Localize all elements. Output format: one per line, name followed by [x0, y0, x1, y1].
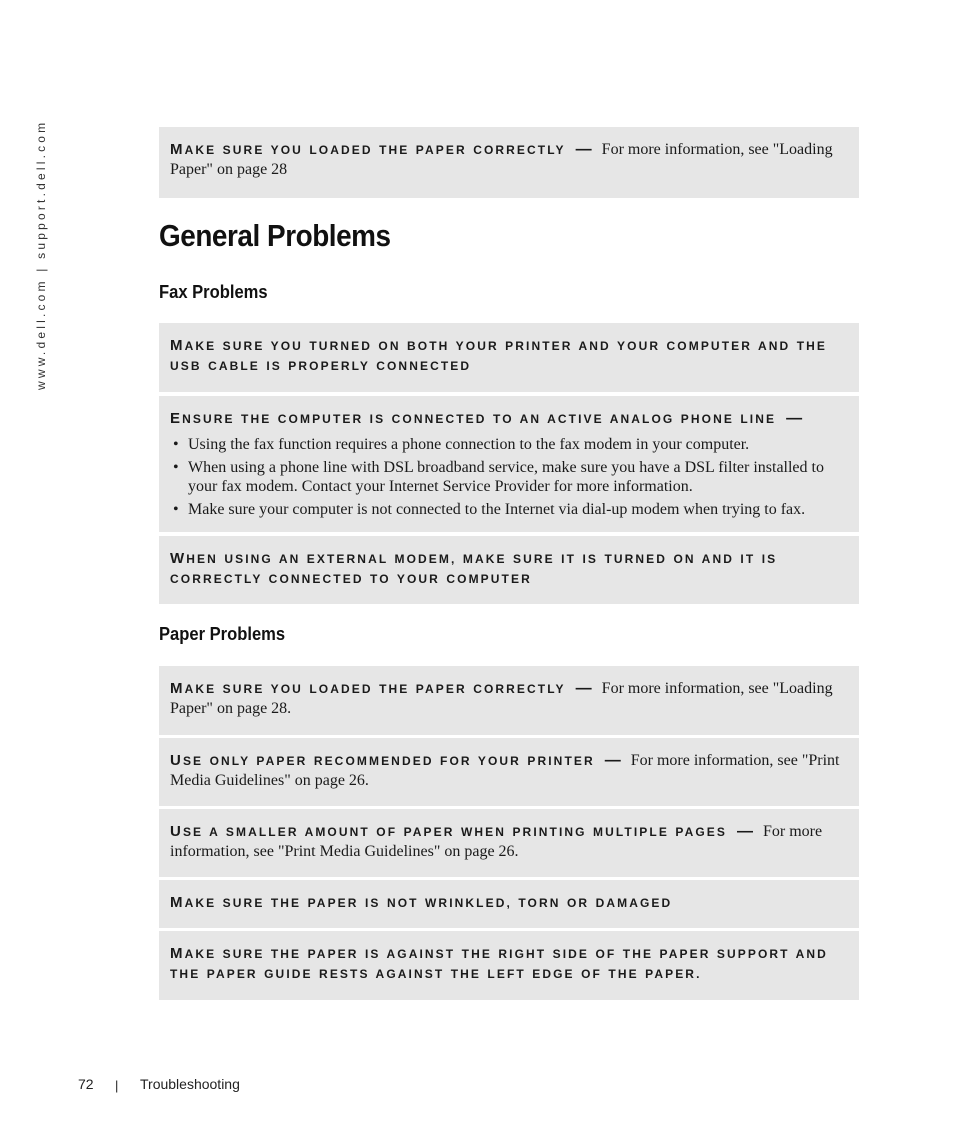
tip-box-paper-guide — [159, 931, 859, 1000]
tip-lead: MAKE SURE YOU LOADED THE PAPER CORRECTLY — [170, 141, 566, 158]
tip-lead: USE A SMALLER AMOUNT OF PAPER WHEN PRINTING MULTIPLE PAGES — [170, 823, 727, 840]
tip-lead: USE ONLY PAPER RECOMMENDED FOR YOUR PRINTER — [170, 752, 595, 769]
tip-text: For more information, see "Print Media Guidelines" on page 26. — [170, 752, 840, 789]
page-title: General Problems — [159, 218, 391, 253]
tip-box-recommended-paper — [159, 738, 859, 806]
tip-box-printer-usb — [159, 323, 859, 392]
page-footer — [78, 1076, 240, 1093]
tip-text: For more information, see "Loading Paper" on page 28. — [170, 680, 833, 717]
tip-lead: ENSURE THE COMPUTER IS CONNECTED TO AN ACTIVE ANALOG PHONE LINE — [170, 410, 777, 427]
tip-box-external-modem — [159, 536, 859, 604]
tip-box-smaller-amount — [159, 809, 859, 877]
tip-lead: MAKE SURE THE PAPER IS AGAINST THE RIGHT SIDE OF THE PAPER SUPPORT AND THE PAPER GUIDE RESTS AGAINST THE LEFT EDGE OF THE PAPER. — [170, 945, 828, 981]
bullet-list — [170, 435, 847, 519]
tip-lead: MAKE SURE THE PAPER IS NOT WRINKLED, TORN OR DAMAGED — [170, 894, 673, 911]
list-item: • When using a phone line with DSL broadband service, make sure you have a DSL filter installed to your fax modem. Contact your Internet Service Provider for more information. — [188, 458, 847, 496]
em-dash: — — [786, 410, 803, 427]
tip-box-loading-paper — [159, 127, 859, 198]
footer-separator: | — [115, 1078, 119, 1093]
tip-box-not-wrinkled — [159, 880, 859, 928]
tip-lead: MAKE SURE YOU TURNED ON BOTH YOUR PRINTER AND YOUR COMPUTER AND THE USB CABLE IS PROPERLY CONNECTED — [170, 337, 828, 373]
tip-box-analog-line — [159, 396, 859, 532]
side-url: www.dell.com | support.dell.com — [34, 119, 48, 390]
list-item: • Make sure your computer is not connected to the Internet via dial-up modem when trying to fax. — [188, 500, 847, 519]
em-dash: — — [575, 680, 592, 697]
tip-lead: MAKE SURE YOU LOADED THE PAPER CORRECTLY — [170, 680, 566, 697]
tip-text: For more information, see "Loading Paper" on page 28 — [170, 141, 833, 178]
em-dash: — — [604, 752, 621, 769]
section-heading-fax: Fax Problems — [159, 282, 268, 302]
tip-lead: WHEN USING AN EXTERNAL MODEM, MAKE SURE IT IS TURNED ON AND IT IS CORRECTLY CONNECTED TO YOUR COMPUTER — [170, 550, 778, 586]
tip-box-loaded-paper — [159, 666, 859, 735]
footer-section: Troubleshooting — [140, 1076, 240, 1092]
em-dash: — — [736, 823, 753, 840]
list-item: • Using the fax function requires a phone connection to the fax modem in your computer. — [188, 435, 847, 454]
tip-text: For more information, see "Print Media Guidelines" on page 26. — [170, 823, 823, 860]
em-dash: — — [575, 141, 592, 158]
page-number: 72 — [78, 1076, 94, 1092]
section-heading-paper: Paper Problems — [159, 624, 286, 644]
